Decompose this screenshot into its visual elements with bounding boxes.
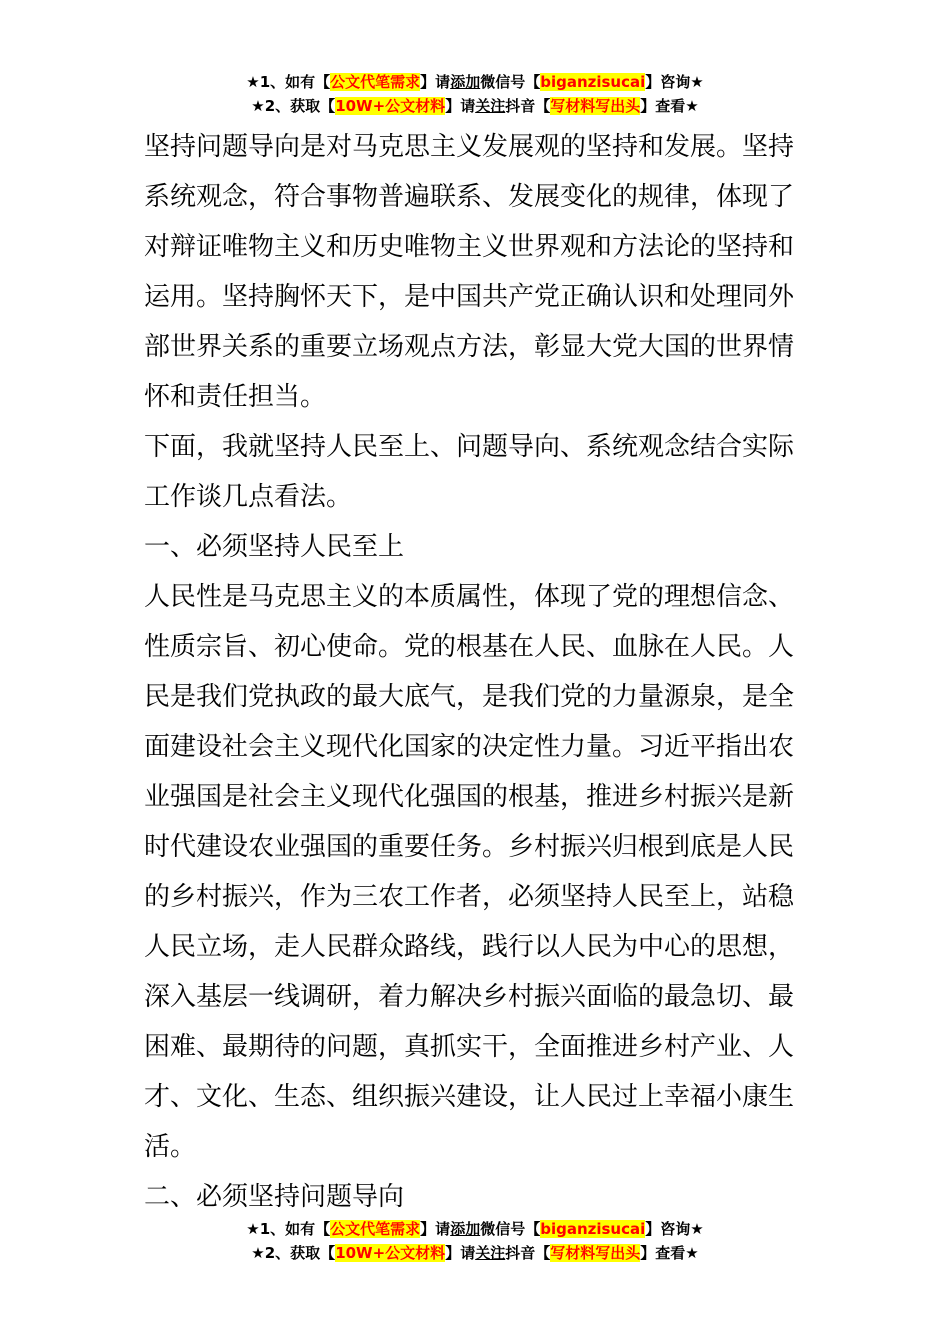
banner-text: 微信号【 xyxy=(480,1220,541,1238)
text-line: 人民性是马克思主义的本质属性，体现了党的理想信念、 xyxy=(144,582,795,612)
text-line: 下面，我就坚持人民至上、问题导向、系统观念结合实际 xyxy=(144,432,795,462)
banner-highlight: biganzisucai xyxy=(540,1220,646,1238)
banner-highlight: 公文代笔需求 xyxy=(330,1220,421,1238)
document-body xyxy=(144,122,812,1222)
banner-line-2 xyxy=(0,94,950,118)
banner-highlight: 写材料写出头 xyxy=(550,1244,641,1262)
footer-banner xyxy=(0,1217,950,1265)
text-line: 性质宗旨、初心使命。党的根基在人民、血脉在人民。人 xyxy=(144,632,795,662)
text-line: 深入基层一线调研，着力解决乡村振兴面临的最急切、最 xyxy=(144,982,795,1012)
banner-text: ★2、获取【 xyxy=(251,97,336,115)
banner-text: ★2、获取【 xyxy=(251,1244,336,1262)
text-line: 民是我们党执政的最大底气，是我们党的力量源泉，是全 xyxy=(144,682,795,712)
banner-text: 】请 xyxy=(420,73,451,91)
banner-text: 】请 xyxy=(445,1244,476,1262)
text-line: 业强国是社会主义现代化强国的根基，推进乡村振兴是新 xyxy=(144,782,795,812)
banner-text: 】查看★ xyxy=(640,97,699,115)
text-line: 系统观念，符合事物普遍联系、发展变化的规律，体现了 xyxy=(144,182,795,212)
section-heading: 二、必须坚持问题导向 xyxy=(144,1182,405,1212)
text-line: 时代建设农业强国的重要任务。乡村振兴归根到底是人民 xyxy=(144,832,795,862)
text-line: 人民立场，走人民群众路线，践行以人民为中心的思想， xyxy=(144,932,795,962)
banner-text: 】请 xyxy=(445,97,476,115)
banner-text: 抖音【 xyxy=(505,1244,551,1262)
banner-underlined: 添加 xyxy=(450,1220,481,1238)
banner-text: 】查看★ xyxy=(640,1244,699,1262)
banner-line-1 xyxy=(0,1217,950,1241)
banner-text: ★1、如有【 xyxy=(246,73,331,91)
text-line: 怀和责任担当。 xyxy=(144,382,327,412)
text-line: 活。 xyxy=(144,1132,197,1162)
banner-highlight: 公文代笔需求 xyxy=(330,73,421,91)
section-heading: 一、必须坚持人民至上 xyxy=(144,532,405,562)
text-line: 对辩证唯物主义和历史唯物主义世界观和方法论的坚持和 xyxy=(144,232,795,262)
banner-underlined: 关注 xyxy=(475,1244,506,1262)
header-banner xyxy=(0,70,950,118)
text-line: 工作谈几点看法。 xyxy=(144,482,353,512)
text-line: 坚持问题导向是对马克思主义发展观的坚持和发展。坚持 xyxy=(144,132,795,162)
banner-line-1 xyxy=(0,70,950,94)
banner-text: 】咨询★ xyxy=(645,73,704,91)
text-line: 部世界关系的重要立场观点方法，彰显大党大国的世界情 xyxy=(144,332,795,362)
banner-highlight: 10W+公文材料 xyxy=(335,97,446,115)
text-line: 才、文化、生态、组织振兴建设，让人民过上幸福小康生 xyxy=(144,1082,795,1112)
text-line: 面建设社会主义现代化国家的决定性力量。习近平指出农 xyxy=(144,732,795,762)
text-line: 的乡村振兴，作为三农工作者，必须坚持人民至上，站稳 xyxy=(144,882,795,912)
banner-text: 】咨询★ xyxy=(645,1220,704,1238)
text-line: 运用。坚持胸怀天下，是中国共产党正确认识和处理同外 xyxy=(144,282,795,312)
banner-underlined: 添加 xyxy=(450,73,481,91)
banner-highlight: biganzisucai xyxy=(540,73,646,91)
banner-text: 抖音【 xyxy=(505,97,551,115)
banner-highlight: 写材料写出头 xyxy=(550,97,641,115)
text-line: 困难、最期待的问题，真抓实干，全面推进乡村产业、人 xyxy=(144,1032,795,1062)
banner-highlight: 10W+公文材料 xyxy=(335,1244,446,1262)
banner-underlined: 关注 xyxy=(475,97,506,115)
banner-text: ★1、如有【 xyxy=(246,1220,331,1238)
banner-text: 微信号【 xyxy=(480,73,541,91)
banner-line-2 xyxy=(0,1241,950,1265)
banner-text: 】请 xyxy=(420,1220,451,1238)
